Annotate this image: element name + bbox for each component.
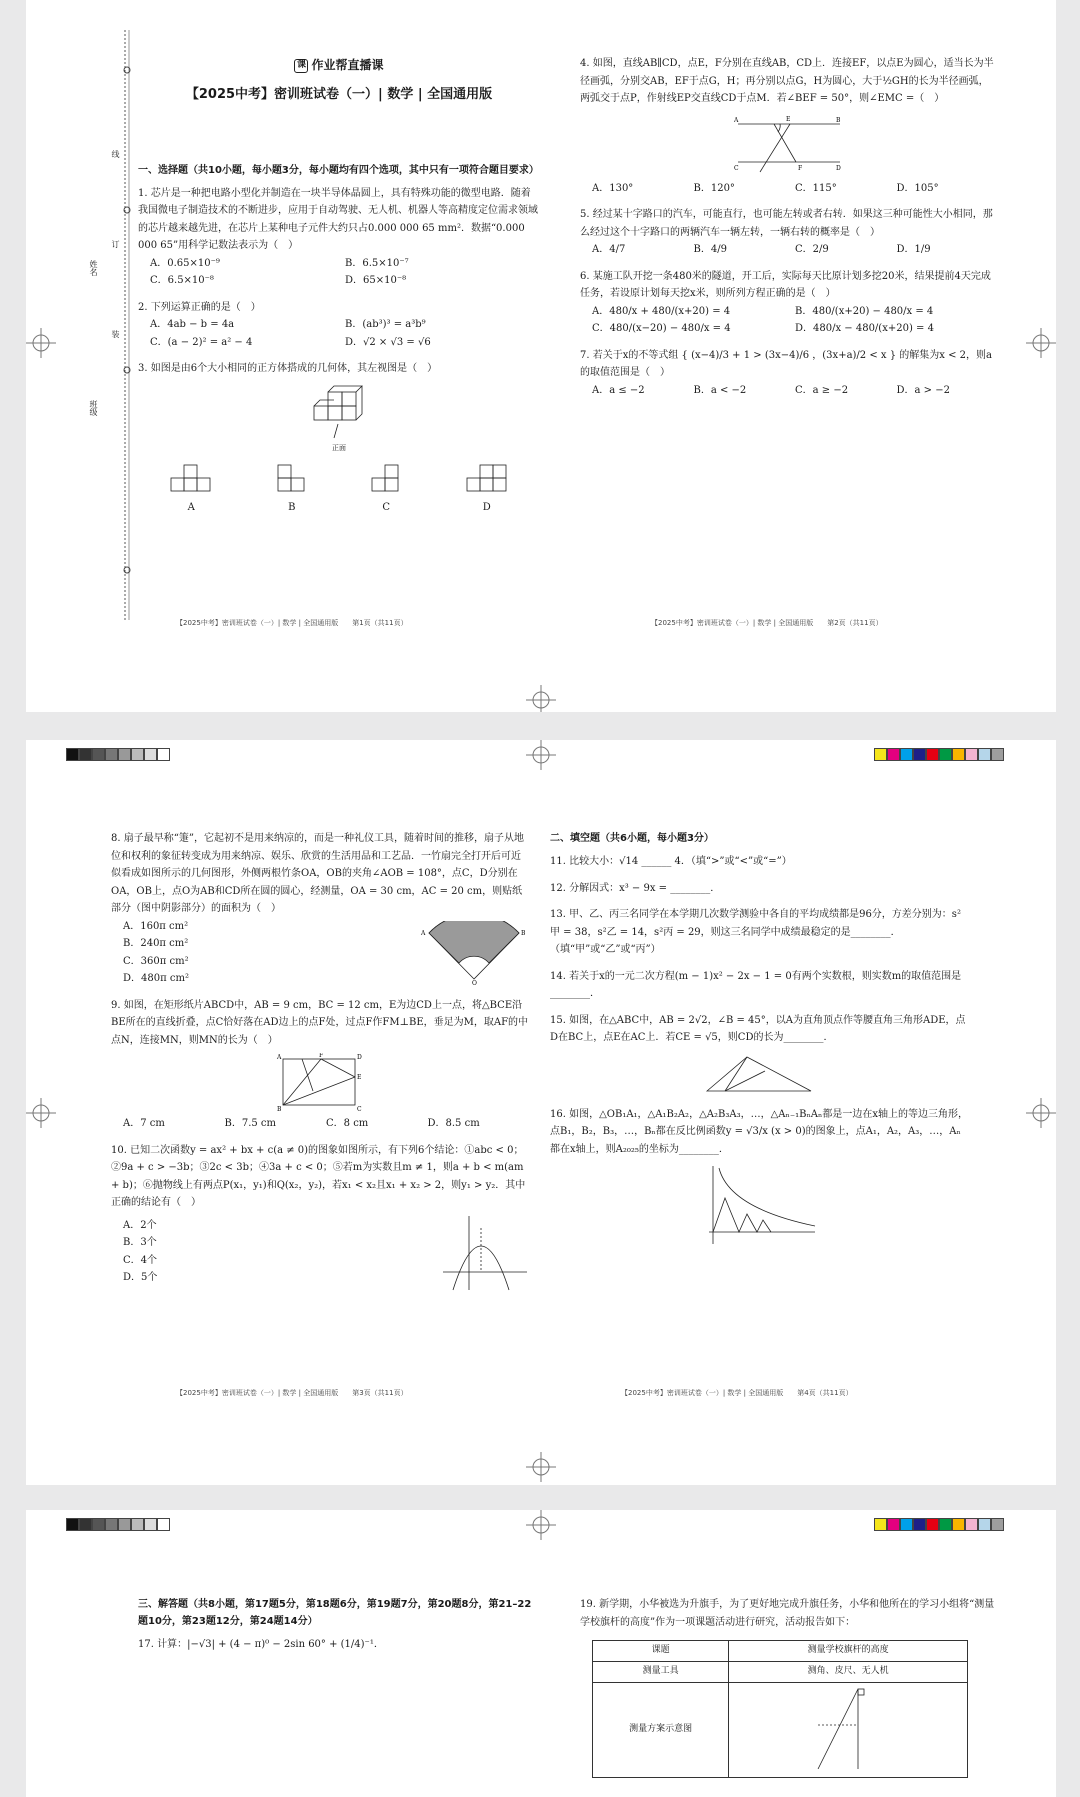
swatch (131, 748, 144, 761)
option: C．360π cm² (123, 955, 189, 967)
question-2: 2. 下列运算正确的是（ ） A．4ab − b = 4a B．(ab³)³ = a³b⁹ C．(a − 2)² = a² − 4 D．√2 × √3 = √6 (138, 299, 540, 352)
crop-mark (26, 1098, 56, 1128)
view-option-a: A (170, 464, 212, 516)
page-4 (550, 830, 968, 1255)
view-options (138, 464, 540, 516)
seal-bind-label: 订 (111, 240, 120, 248)
option: A．a ≤ −2 (592, 384, 645, 396)
question-6: 6. 某施工队开挖一条480米的隧道，开工后，实际每天比原计划多挖20米，结果提前4天完成任务，若设原计划每天挖x米，则所列方程正确的是（ ） A．480/x + 480/(x+20) = 4 B．480/(x+20) − 480/x = 4 C．480/(x−20) − 480/x = 4 D．480/x − 480/(x+20) = 4 (580, 268, 998, 338)
page-5 (138, 1596, 540, 1663)
table-cell: 测量方案示意图 (593, 1682, 729, 1778)
parabola-figure (439, 1212, 529, 1292)
exam-title: 【2025中考】密训班试卷（一）| 数学 | 全国通用版 (185, 87, 493, 102)
brand-logo-icon: 课 (294, 59, 308, 73)
name-label: 姓名 (89, 260, 98, 276)
option: A．0.65×10⁻⁹ (150, 257, 220, 269)
svg-text:A: A (734, 116, 739, 124)
view-option-d: D (466, 464, 508, 516)
page-footer: 【2025中考】密训班试卷（一）| 数学 | 全国通用版 第3页（共11页） (176, 1389, 408, 1397)
section-fill-heading: 二、填空题（共6小题，每小题3分） (550, 833, 714, 844)
crop-mark (526, 1510, 556, 1540)
table-cell: 测量学校旗杆的高度 (729, 1641, 968, 1662)
svg-text:O: O (472, 979, 477, 985)
section-answer-heading: 三、解答题（共8小题，第17题5分，第18题6分，第19题7分，第20题8分，第21–22题10分，第23题12分，第24题14分） (138, 1599, 532, 1627)
question-3: 3. 如图是由6个大小相同的正方体搭成的几何体，其左视图是（ ） 正面 A B C D (138, 360, 540, 516)
option: B．7.5 cm (224, 1118, 277, 1129)
table-row (593, 1661, 968, 1682)
svg-text:C: C (734, 164, 739, 172)
option: C．480/(x−20) − 480/x = 4 (592, 323, 731, 334)
option: A．130° (592, 182, 634, 194)
option: D．480π cm² (123, 973, 189, 984)
table-cell: 测角、皮尺、无人机 (729, 1661, 968, 1682)
crop-mark (1026, 1098, 1056, 1128)
swatch (939, 1518, 952, 1531)
sheet-page-3-4 (26, 740, 1056, 1485)
crop-mark (26, 328, 56, 358)
swatch (900, 1518, 913, 1531)
page-2 (580, 55, 998, 408)
option: B．120° (693, 182, 735, 194)
option: D．1/9 (896, 244, 931, 255)
question-10: 10. 已知二次函数y = ax² + bx + c(a ≠ 0)的图象如图所示，有下列6个结论：①abc < 0；②9a + c > −3b；③2c < 3b；④3a + c < 0；⑤若m为实数且m ≠ 1，则a + b < m(am + b)；⑥抛物线上有两点P(x₁，y₁)和Q(x₂，y₂)，若x₁ < x₂且x₁ + x₂ > 2，则y₁ > y₂．其中正确的结论有（ ） A．2个 B．3个 C．4个 D．5个 (111, 1142, 529, 1292)
table-row (593, 1641, 968, 1662)
swatch (66, 748, 79, 761)
color-calibration-bar (874, 1518, 1004, 1531)
option: A．480/x + 480/(x+20) = 4 (592, 305, 731, 317)
swatch (874, 1518, 887, 1531)
option: B．4/9 (693, 244, 727, 255)
option: D．a > −2 (896, 384, 950, 396)
svg-text:D: D (357, 1054, 362, 1061)
option: C．a ≥ −2 (795, 384, 849, 396)
sheet-page-1-2 (26, 0, 1056, 712)
swatch (157, 748, 170, 761)
seal-line-label: 线 (111, 150, 120, 158)
option: D．105° (896, 182, 939, 194)
swatch (926, 748, 939, 761)
swatch (913, 1518, 926, 1531)
option: B．480/(x+20) − 480/x = 4 (795, 305, 934, 317)
option: A．4/7 (592, 244, 626, 255)
page-3 (111, 830, 529, 1301)
flagpole-diagram (788, 1685, 908, 1769)
option: C．4个 (123, 1254, 158, 1266)
option: D．480/x − 480/(x+20) = 4 (795, 323, 934, 334)
swatch (131, 1518, 144, 1531)
svg-text:A: A (421, 929, 426, 937)
swatch (157, 1518, 170, 1531)
swatch (887, 748, 900, 761)
swatch (913, 748, 926, 761)
swatch (887, 1518, 900, 1531)
option: D．5个 (123, 1272, 158, 1283)
swatch (926, 1518, 939, 1531)
swatch (118, 1518, 131, 1531)
svg-text:F: F (319, 1053, 324, 1059)
svg-text:D: D (836, 164, 841, 172)
section-choice-heading: 一、选择题（共10小题，每小题3分，每小题均有四个选项，其中只有一项符合题目要求） (138, 164, 539, 176)
table-cell: 课题 (593, 1641, 729, 1662)
parallel-lines-figure (734, 112, 844, 176)
question-16: 16. 如图，△OB₁A₁，△A₁B₂A₂，△A₂B₃A₃，…，△Aₙ₋₁BₙAₙ都是一边在x轴上的等边三角形，点B₁，B₂，B₃，…，Bₙ都在反比例函数y = √3/x (x > 0)的图象上，点A₁，A₂，A₃，…，Aₙ都在x轴上，则A₂₀₂₅的坐标为________． (550, 1106, 968, 1247)
swatch (978, 748, 991, 761)
svg-text:F: F (798, 164, 803, 172)
svg-text:B: B (521, 929, 526, 937)
table-row (593, 1682, 968, 1778)
svg-text:A: A (277, 1054, 282, 1061)
question-9: 9. 如图，在矩形纸片ABCD中，AB = 9 cm，BC = 12 cm，E为边CD上一点，将△BCE沿BE所在的直线折叠，点C恰好落在AD边上的点F处，过点F作FM⊥BE，垂足为M，取AF的中点N，连接MN，则MN的长为（ ） A D B C E F A．7 cm B．7.5 cm C．8 cm D．8.5 cm (111, 997, 529, 1133)
table-cell: 测量工具 (593, 1661, 729, 1682)
question-17: 17. 计算：|−√3| + (4 − π)⁰ − 2sin 60° + (1/4)⁻¹． (138, 1639, 384, 1650)
binding-margin (81, 30, 141, 620)
question-8: 8. 扇子最早称“箑”，它起初不是用来纳凉的，而是一种礼仪工具，随着时间的推移，扇子从地位和权利的象征转变成为用来纳凉、娱乐、欣赏的生活用品和工艺品．一竹扇完全打开后可近似看成如图所示的几何图形，外侧两根竹条OA，OB的夹角∠AOB = 108°，点C，D分别在OA，OB上，点O为AB和CD所在圆的圆心，经测量，OA = 30 cm，AC = 20 cm，则贴纸部分（图中阴影部分）的面积为（ ） A．160π cm² B．240π cm² C．360π cm² D．480π cm² A B O (111, 830, 529, 988)
front-label: 正面 (332, 443, 346, 452)
crop-mark (526, 1452, 556, 1482)
swatch (79, 1518, 92, 1531)
table-cell (729, 1682, 968, 1778)
gray-calibration-bar (66, 1518, 170, 1531)
option: C．8 cm (326, 1118, 369, 1129)
swatch (92, 1518, 105, 1531)
option: B．3个 (123, 1237, 157, 1248)
option: D．65×10⁻⁸ (345, 275, 407, 287)
crop-mark (526, 685, 556, 712)
svg-text:C: C (357, 1106, 362, 1111)
question-7: 7. 若关于x的不等式组 { (x−4)/3 + 1 > (3x−4)/6 ，(3x+a)/2 < x } 的解集为x < 2，则a的取值范围是（ ） A．a ≤ −2 B．a < −2 C．a ≥ −2 D．a > −2 (580, 347, 998, 400)
question-14: 14. 若关于x的一元二次方程(m − 1)x² − 2x − 1 = 0有两个实数根，则实数m的取值范围是________． (550, 970, 962, 999)
swatch (79, 748, 92, 761)
svg-text:E: E (357, 1074, 362, 1081)
swatch (144, 748, 157, 761)
swatch (939, 748, 952, 761)
swatch (965, 748, 978, 761)
page-footer: 【2025中考】密训班试卷（一）| 数学 | 全国通用版 第2页（共11页） (651, 619, 883, 627)
seal-pack-label: 装 (111, 330, 120, 338)
swatch (92, 748, 105, 761)
swatch (118, 748, 131, 761)
color-calibration-bar (874, 748, 1004, 761)
swatch (874, 748, 887, 761)
page-footer: 【2025中考】密训班试卷（一）| 数学 | 全国通用版 第4页（共11页） (621, 1389, 853, 1397)
page-6 (580, 1596, 998, 1778)
question-5: 5. 经过某十字路口的汽车，可能直行，也可能左转或者右转．如果这三种可能性大小相同，那么经过这个十字路口的两辆汽车一辆左转，一辆右转的概率是（ ） A．4/7 B．4/9 C．2/9 D．1/9 (580, 206, 998, 259)
swatch (66, 1518, 79, 1531)
question-13: 13. 甲、乙、丙三名同学在本学期几次数学测验中各自的平均成绩都是96分，方差分别为：s²甲 = 38，s²乙 = 14，s²丙 = 29，则这三名同学中成绩最稳定的是________．（填“甲”或“乙”或“丙”） (550, 909, 961, 955)
option: C．115° (795, 182, 837, 194)
swatch (991, 1518, 1004, 1531)
swatch (105, 1518, 118, 1531)
svg-text:E: E (786, 115, 791, 123)
option: A．2个 (123, 1219, 157, 1231)
swatch (900, 748, 913, 761)
triangle-figure (699, 1051, 819, 1097)
fan-figure (419, 921, 529, 985)
view-option-c: C (371, 464, 401, 516)
question-15: 15. 如图，在△ABC中，AB = 2√2，∠B = 45°，以A为直角顶点作等腰直角三角形ADE，点D在BC上，点E在AC上．若CE = √5，则CD的长为________． (550, 1012, 968, 1097)
brand-header: 课 作业帮直播课 (138, 55, 540, 76)
option: B．6.5×10⁻⁷ (345, 257, 409, 269)
option: C．6.5×10⁻⁸ (150, 275, 214, 287)
swatch (144, 1518, 157, 1531)
question-1: 1. 芯片是一种把电路小型化并制造在一块半导体晶圆上，具有特殊功能的微型电路．随着我国微电子制造技术的不断进步，应用于自动驾驶、无人机、机器人等高精度定位需求领域的芯片越来越先进，在芯片上某种电子元件大约只占0.000 000 65 mm²．数据“0.000 000 65”用科学记数法表示为（ ） A．0.65×10⁻⁹ B．6.5×10⁻⁷ C．6.5×10⁻⁸ D．65×10⁻⁸ (138, 185, 540, 290)
option: C．(a − 2)² = a² − 4 (150, 336, 253, 348)
crop-mark (526, 740, 556, 770)
sheet-page-5-6 (26, 1510, 1056, 1797)
option: A．4ab − b = 4a (150, 319, 235, 331)
swatch (991, 748, 1004, 761)
swatch (965, 1518, 978, 1531)
crop-mark (1026, 328, 1056, 358)
swatch (952, 748, 965, 761)
question-12: 12. 分解因式：x³ − 9x = ________． (550, 882, 721, 894)
activity-report-table (592, 1640, 968, 1778)
svg-text:B: B (277, 1106, 282, 1111)
hyperbola-triangles-figure (699, 1162, 819, 1246)
view-option-b: B (277, 464, 307, 516)
option: C．2/9 (795, 244, 829, 255)
swatch (952, 1518, 965, 1531)
swatch (978, 1518, 991, 1531)
rectangle-fold-figure (275, 1053, 365, 1111)
option: B．(ab³)³ = a³b⁹ (345, 319, 426, 331)
svg-text:B: B (836, 116, 841, 124)
page-1 (138, 55, 540, 525)
option: D．√2 × √3 = √6 (345, 336, 431, 348)
option: A．7 cm (123, 1118, 165, 1129)
option: B．240π cm² (123, 938, 189, 949)
option: D．8.5 cm (427, 1118, 480, 1129)
swatch (105, 748, 118, 761)
question-4: 4. 如图，直线AB∥CD，点E，F分别在直线AB，CD上．连接EF，以点E为圆心，适当长为半径画弧，分别交AB，EF于点G，H；再分别以点G，H为圆心，大于½GH的长为半径画弧，两弧交于点P，作射线EP交直线CD于点M．若∠BEF = 50°，则∠EMC =（ ） A B C D E F A．130° B．120° C．115° D．105° (580, 55, 998, 197)
page-footer: 【2025中考】密训班试卷（一）| 数学 | 全国通用版 第1页（共11页） (176, 619, 408, 627)
option: A．160π cm² (123, 920, 189, 932)
question-11: 11. 比较大小：√14 ______ 4．（填“>”或“<”或“=”） (550, 856, 792, 867)
solid-cube-figure (304, 382, 374, 444)
class-label: 班级 (89, 400, 98, 416)
option: B．a < −2 (693, 384, 747, 396)
gray-calibration-bar (66, 748, 170, 761)
question-19: 19. 新学期，小华被选为升旗手，为了更好地完成升旗任务，小华和他所在的学习小组将“测量学校旗杆的高度”作为一项课题活动进行研究，活动报告如下： (580, 1599, 995, 1628)
